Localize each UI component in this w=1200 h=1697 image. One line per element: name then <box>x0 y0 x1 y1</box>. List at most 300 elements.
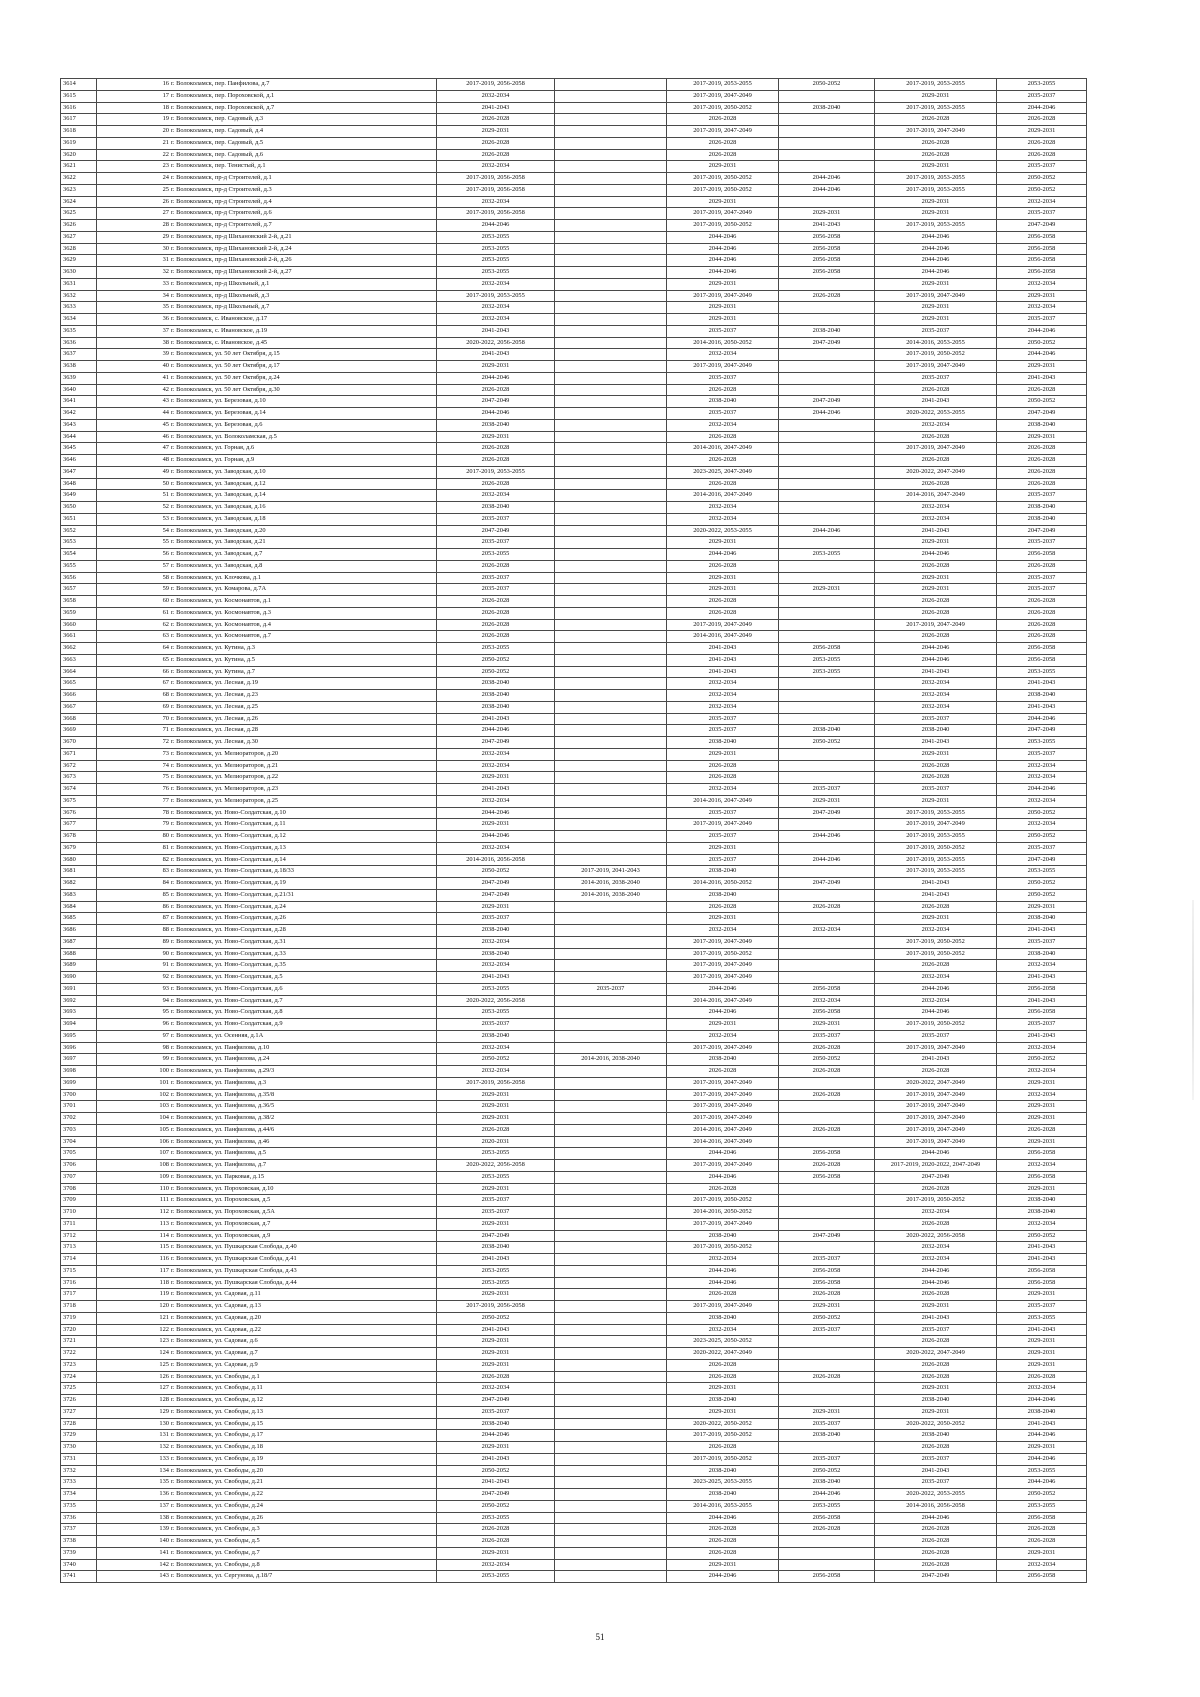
period-cell-4: 2056-2058 <box>779 1007 875 1019</box>
period-cell-6: 2029-2031 <box>997 1101 1087 1113</box>
period-cell-6: 2056-2058 <box>997 1171 1087 1183</box>
period-cell-5: 2029-2031 <box>875 537 997 549</box>
row-id-cell: 3667 <box>61 701 97 713</box>
period-cell-3: 2014-2016, 2047-2049 <box>667 1124 779 1136</box>
address-cell <box>97 1030 437 1042</box>
period-cell-5: 2026-2028 <box>875 431 997 443</box>
row-number: 125 <box>159 1360 169 1368</box>
address-cell <box>97 1418 437 1430</box>
table-row <box>61 654 1087 666</box>
period-cell-2 <box>555 255 667 267</box>
period-cell-6: 2026-2028 <box>997 114 1087 126</box>
address-text: г. Волоколамск, ул. Березовая, д.14 <box>171 409 266 416</box>
period-cell-6: 2038-2040 <box>997 690 1087 702</box>
address-cell <box>97 854 437 866</box>
address-cell <box>97 1312 437 1324</box>
address-text: г. Волоколамск, ул. Свободы, д.7 <box>171 1548 260 1556</box>
period-cell-2 <box>555 1453 667 1465</box>
row-number: 129 <box>159 1407 169 1415</box>
period-cell-4 <box>779 866 875 878</box>
table-row <box>61 560 1087 572</box>
table-row <box>61 725 1087 737</box>
period-cell-2 <box>555 948 667 960</box>
period-cell-6: 2038-2040 <box>997 502 1087 514</box>
address-text: г. Волоколамск, ул. Горная, д.6 <box>171 444 255 452</box>
period-cell-4 <box>779 1077 875 1089</box>
address-text: г. Волоколамск, ул. Лесная, д.30 <box>171 738 259 745</box>
period-cell-2 <box>555 396 667 408</box>
row-number: 137 <box>159 1501 169 1509</box>
period-cell-4 <box>779 149 875 161</box>
period-cell-2 <box>555 102 667 114</box>
address-text: г. Волоколамск, пр-д Строителей, д.6 <box>171 209 272 217</box>
period-cell-4 <box>779 760 875 772</box>
period-cell-5: 2029-2031 <box>875 1301 997 1313</box>
period-cell-5: 2044-2046 <box>875 654 997 666</box>
table-row <box>61 936 1087 948</box>
address-cell <box>97 584 437 596</box>
period-cell-6: 2026-2028 <box>997 443 1087 455</box>
period-cell-1: 2047-2049 <box>437 396 555 408</box>
period-cell-4: 2026-2028 <box>779 1066 875 1078</box>
period-cell-3: 2032-2034 <box>667 349 779 361</box>
period-cell-1: 2053-2055 <box>437 643 555 655</box>
period-cell-2 <box>555 666 667 678</box>
row-number: 54 <box>162 526 169 534</box>
address-text: г. Волоколамск, пр-д Шихановский 2-й, д.26 <box>171 256 292 264</box>
period-cell-4 <box>779 1547 875 1559</box>
period-cell-1: 2035-2037 <box>437 513 555 525</box>
address-text: г. Волоколамск, ул. Ново-Солдатская, д.21/31 <box>171 890 294 898</box>
period-cell-1: 2035-2037 <box>437 1019 555 1031</box>
row-id-cell: 3658 <box>61 596 97 608</box>
period-cell-2 <box>555 1395 667 1407</box>
period-cell-3: 2029-2031 <box>667 584 779 596</box>
row-id-cell: 3638 <box>61 361 97 373</box>
period-cell-2 <box>555 1195 667 1207</box>
period-cell-1: 2032-2034 <box>437 1042 555 1054</box>
table-row <box>61 1348 1087 1360</box>
row-id-cell: 3651 <box>61 513 97 525</box>
period-cell-3: 2032-2034 <box>667 701 779 713</box>
period-cell-2 <box>555 455 667 467</box>
period-cell-1: 2053-2055 <box>437 267 555 279</box>
address-text: г. Волоколамск, ул. Сергунова, д.18/7 <box>171 1572 273 1580</box>
period-cell-1: 2035-2037 <box>437 913 555 925</box>
period-cell-6: 2056-2058 <box>997 983 1087 995</box>
table-row <box>61 1195 1087 1207</box>
period-cell-5: 2017-2019, 2050-2052 <box>875 842 997 854</box>
period-cell-4 <box>779 361 875 373</box>
row-number: 39 <box>162 350 169 358</box>
address-cell <box>97 690 437 702</box>
period-cell-3: 2029-2031 <box>667 842 779 854</box>
period-cell-1: 2041-2043 <box>437 102 555 114</box>
address-text: г. Волоколамск, пер. Садовый, д.3 <box>171 115 264 123</box>
table-row <box>61 1230 1087 1242</box>
period-cell-2 <box>555 1524 667 1536</box>
row-id-cell: 3703 <box>61 1124 97 1136</box>
address-text: г. Волоколамск, ул. Панфилова, д.35/8 <box>171 1090 275 1098</box>
period-cell-3: 2029-2031 <box>667 314 779 326</box>
period-cell-1: 2053-2055 <box>437 1007 555 1019</box>
period-cell-3: 2029-2031 <box>667 572 779 584</box>
period-cell-1: 2038-2040 <box>437 925 555 937</box>
address-cell <box>97 208 437 220</box>
row-id-cell: 3713 <box>61 1242 97 1254</box>
address-text: г. Волоколамск, пер. Пороховской, д.1 <box>171 91 275 99</box>
address-text: г. Волоколамск, пр-д Школьный, д.7 <box>171 303 270 311</box>
period-cell-3: 2017-2019, 2047-2049 <box>667 1113 779 1125</box>
period-cell-5: 2032-2034 <box>875 678 997 690</box>
row-id-cell: 3624 <box>61 196 97 208</box>
address-cell <box>97 537 437 549</box>
period-cell-4: 2047-2049 <box>779 1230 875 1242</box>
address-cell <box>97 161 437 173</box>
period-cell-2 <box>555 1430 667 1442</box>
period-cell-3: 2020-2022, 2053-2055 <box>667 525 779 537</box>
row-id-cell: 3708 <box>61 1183 97 1195</box>
address-cell <box>97 1136 437 1148</box>
period-cell-5: 2032-2034 <box>875 1254 997 1266</box>
period-cell-3: 2038-2040 <box>667 866 779 878</box>
address-text: г. Волоколамск, ул. Свободы, д.15 <box>171 1419 263 1427</box>
address-text: г. Волоколамск, ул. Ново-Солдатская, д.26 <box>171 914 286 922</box>
address-cell <box>97 784 437 796</box>
period-cell-2 <box>555 478 667 490</box>
period-cell-4: 2029-2031 <box>779 1406 875 1418</box>
period-cell-3: 2044-2046 <box>667 255 779 267</box>
address-text: г. Волоколамск, ул. Пороховская, д.7 <box>171 1219 271 1227</box>
address-text: г. Волоколамск, ул. 50 лет Октября, д.17 <box>171 362 280 369</box>
row-id-cell: 3719 <box>61 1312 97 1324</box>
period-cell-4: 2029-2031 <box>779 1019 875 1031</box>
address-cell <box>97 1054 437 1066</box>
period-cell-2 <box>555 1477 667 1489</box>
period-cell-6: 2032-2034 <box>997 795 1087 807</box>
period-cell-6: 2026-2028 <box>997 619 1087 631</box>
period-cell-6: 2035-2037 <box>997 90 1087 102</box>
period-cell-3: 2029-2031 <box>667 1383 779 1395</box>
row-id-cell: 3650 <box>61 502 97 514</box>
period-cell-6: 2050-2052 <box>997 396 1087 408</box>
table-row <box>61 831 1087 843</box>
row-number: 139 <box>159 1525 169 1533</box>
address-cell <box>97 1042 437 1054</box>
address-cell <box>97 1160 437 1172</box>
table-row <box>61 114 1087 126</box>
period-cell-4: 2056-2058 <box>779 1277 875 1289</box>
address-text: г. Волоколамск, ул. Ново-Солдатская, д.33 <box>171 949 286 957</box>
address-cell <box>97 149 437 161</box>
period-cell-6: 2032-2034 <box>997 960 1087 972</box>
period-cell-2 <box>555 1042 667 1054</box>
table-row <box>61 983 1087 995</box>
address-text: г. Волоколамск, пер. Садовый, д.6 <box>171 150 264 158</box>
period-cell-3: 2014-2016, 2047-2049 <box>667 443 779 455</box>
row-id-cell: 3697 <box>61 1054 97 1066</box>
period-cell-2 <box>555 208 667 220</box>
period-cell-6: 2050-2052 <box>997 1230 1087 1242</box>
period-cell-6: 2032-2034 <box>997 819 1087 831</box>
row-id-cell: 3698 <box>61 1066 97 1078</box>
table-row <box>61 255 1087 267</box>
period-cell-2 <box>555 619 667 631</box>
period-cell-1: 2035-2037 <box>437 1406 555 1418</box>
period-cell-2 <box>555 184 667 196</box>
table-row <box>61 1371 1087 1383</box>
period-cell-4: 2038-2040 <box>779 325 875 337</box>
period-cell-2 <box>555 419 667 431</box>
address-cell <box>97 1171 437 1183</box>
period-cell-6: 2041-2043 <box>997 1324 1087 1336</box>
period-cell-5: 2017-2019, 2050-2052 <box>875 936 997 948</box>
period-cell-3: 2017-2019, 2047-2049 <box>667 1101 779 1113</box>
period-cell-1: 2032-2034 <box>437 90 555 102</box>
address-cell <box>97 619 437 631</box>
address-text: г. Волоколамск, пр-д Шихановский 2-й, д.27 <box>171 268 292 275</box>
period-cell-1: 2053-2055 <box>437 1512 555 1524</box>
row-number: 133 <box>159 1454 169 1462</box>
period-cell-1: 2029-2031 <box>437 819 555 831</box>
period-cell-1: 2044-2046 <box>437 408 555 420</box>
period-cell-5: 2035-2037 <box>875 713 997 725</box>
address-text: г. Волоколамск, ул. Осенняя, д.1А <box>171 1031 264 1039</box>
address-text: г. Волоколамск, ул. Волоколамская, д.5 <box>171 432 277 440</box>
row-number: 80 <box>162 832 169 839</box>
address-cell <box>97 419 437 431</box>
period-cell-6: 2041-2043 <box>997 372 1087 384</box>
period-cell-3: 2026-2028 <box>667 1547 779 1559</box>
address-text: г. Волоколамск, ул. Панфилова, д.36/5 <box>171 1102 275 1110</box>
row-number: 25 <box>162 185 169 193</box>
period-cell-4 <box>779 1195 875 1207</box>
period-cell-3: 2017-2019, 2047-2049 <box>667 1042 779 1054</box>
row-id-cell: 3693 <box>61 1007 97 1019</box>
period-cell-6: 2044-2046 <box>997 1395 1087 1407</box>
period-cell-4: 2053-2055 <box>779 666 875 678</box>
period-cell-2 <box>555 79 667 91</box>
period-cell-1: 2029-2031 <box>437 1547 555 1559</box>
period-cell-2 <box>555 678 667 690</box>
period-cell-3: 2032-2034 <box>667 690 779 702</box>
period-cell-1: 2044-2046 <box>437 220 555 232</box>
period-cell-4 <box>779 1101 875 1113</box>
table-row <box>61 1395 1087 1407</box>
period-cell-2 <box>555 302 667 314</box>
period-cell-3: 2017-2019, 2047-2049 <box>667 90 779 102</box>
address-cell <box>97 137 437 149</box>
row-id-cell: 3738 <box>61 1536 97 1548</box>
row-id-cell: 3715 <box>61 1265 97 1277</box>
address-cell <box>97 361 437 373</box>
row-number: 99 <box>162 1055 169 1063</box>
row-number: 37 <box>162 326 169 334</box>
row-id-cell: 3722 <box>61 1348 97 1360</box>
row-number: 121 <box>159 1313 169 1321</box>
address-cell <box>97 995 437 1007</box>
row-number: 38 <box>162 338 169 346</box>
period-cell-6: 2038-2040 <box>997 513 1087 525</box>
address-text: г. Волоколамск, ул. Панфилова, д.3 <box>171 1078 267 1086</box>
period-cell-1: 2026-2028 <box>437 443 555 455</box>
period-cell-5: 2029-2031 <box>875 584 997 596</box>
address-text: г. Волоколамск, ул. Садовая, д.22 <box>171 1325 261 1333</box>
address-text: г. Волоколамск, ул. Свободы, д.3 <box>171 1525 260 1533</box>
period-cell-3: 2029-2031 <box>667 537 779 549</box>
period-cell-1: 2032-2034 <box>437 760 555 772</box>
period-cell-5: 2017-2019, 2053-2055 <box>875 79 997 91</box>
period-cell-6: 2026-2028 <box>997 560 1087 572</box>
row-id-cell: 3663 <box>61 654 97 666</box>
row-number: 89 <box>162 937 169 945</box>
address-cell <box>97 455 437 467</box>
row-id-cell: 3642 <box>61 408 97 420</box>
address-cell <box>97 1500 437 1512</box>
period-cell-5: 2017-2019, 2050-2052 <box>875 349 997 361</box>
period-cell-2 <box>555 1465 667 1477</box>
period-cell-5: 2044-2046 <box>875 231 997 243</box>
period-cell-1: 2017-2019, 2056-2058 <box>437 1301 555 1313</box>
period-cell-5: 2017-2019, 2053-2055 <box>875 220 997 232</box>
period-cell-2 <box>555 1324 667 1336</box>
table-row <box>61 1089 1087 1101</box>
period-cell-1: 2050-2052 <box>437 654 555 666</box>
row-id-cell: 3629 <box>61 255 97 267</box>
period-cell-4 <box>779 1218 875 1230</box>
period-cell-3: 2026-2028 <box>667 901 779 913</box>
period-cell-1: 2017-2019, 2056-2058 <box>437 1077 555 1089</box>
period-cell-2 <box>555 831 667 843</box>
period-cell-2 <box>555 1571 667 1583</box>
period-cell-6: 2041-2043 <box>997 995 1087 1007</box>
row-id-cell: 3728 <box>61 1418 97 1430</box>
period-cell-4 <box>779 455 875 467</box>
period-cell-1: 2026-2028 <box>437 478 555 490</box>
period-cell-5: 2044-2046 <box>875 643 997 655</box>
period-cell-5: 2017-2019, 2053-2055 <box>875 184 997 196</box>
period-cell-1: 2032-2034 <box>437 1559 555 1571</box>
period-cell-4: 2026-2028 <box>779 1089 875 1101</box>
address-text: г. Волоколамск, пр-д Шихановский 2-й, д.24 <box>171 244 292 252</box>
row-number: 124 <box>159 1349 169 1356</box>
period-cell-6: 2041-2043 <box>997 1418 1087 1430</box>
address-text: г. Волоколамск, ул. Панфилова, д.38/2 <box>171 1114 275 1121</box>
row-number: 116 <box>159 1255 169 1262</box>
period-cell-6: 2026-2028 <box>997 149 1087 161</box>
table-row <box>61 267 1087 279</box>
row-number: 81 <box>162 843 169 851</box>
address-text: г. Волоколамск, ул. Лесная, д.25 <box>171 702 259 710</box>
row-number: 21 <box>162 138 169 146</box>
period-cell-6: 2041-2043 <box>997 972 1087 984</box>
period-cell-3: 2017-2019, 2047-2049 <box>667 1089 779 1101</box>
period-cell-3: 2026-2028 <box>667 596 779 608</box>
period-cell-6: 2050-2052 <box>997 173 1087 185</box>
row-number: 143 <box>159 1572 169 1580</box>
period-cell-4 <box>779 607 875 619</box>
table-row <box>61 79 1087 91</box>
row-id-cell: 3673 <box>61 772 97 784</box>
period-cell-3: 2014-2016, 2050-2052 <box>667 1207 779 1219</box>
period-cell-4 <box>779 842 875 854</box>
table-row <box>61 948 1087 960</box>
period-cell-3: 2017-2019, 2047-2049 <box>667 819 779 831</box>
table-row <box>61 748 1087 760</box>
row-id-cell: 3626 <box>61 220 97 232</box>
period-cell-2 <box>555 1019 667 1031</box>
address-cell <box>97 713 437 725</box>
period-cell-1: 2014-2016, 2056-2058 <box>437 854 555 866</box>
period-cell-1: 2029-2031 <box>437 1289 555 1301</box>
row-id-cell: 3691 <box>61 983 97 995</box>
period-cell-6: 2035-2037 <box>997 537 1087 549</box>
period-cell-1: 2047-2049 <box>437 1489 555 1501</box>
address-text: г. Волоколамск, ул. Ново-Солдатская, д.18/33 <box>171 867 294 875</box>
period-cell-6: 2026-2028 <box>997 596 1087 608</box>
address-text: г. Волоколамск, ул. 50 лет Октября, д.30 <box>171 385 280 393</box>
period-cell-1: 2032-2034 <box>437 278 555 290</box>
row-id-cell: 3657 <box>61 584 97 596</box>
table-row <box>61 314 1087 326</box>
period-cell-2 <box>555 643 667 655</box>
period-cell-5: 2029-2031 <box>875 795 997 807</box>
row-id-cell: 3723 <box>61 1359 97 1371</box>
row-id-cell: 3702 <box>61 1113 97 1125</box>
period-cell-5: 2026-2028 <box>875 1359 997 1371</box>
address-text: г. Волоколамск, ул. Ново-Солдатская, д.5 <box>171 973 283 980</box>
period-cell-3: 2023-2025, 2053-2055 <box>667 1477 779 1489</box>
period-cell-1: 2041-2043 <box>437 1477 555 1489</box>
period-cell-6: 2050-2052 <box>997 831 1087 843</box>
address-text: г. Волоколамск, пер. Садовый, д.5 <box>171 138 264 146</box>
period-cell-4 <box>779 748 875 760</box>
period-cell-3: 2044-2046 <box>667 243 779 255</box>
period-cell-1: 2032-2034 <box>437 842 555 854</box>
address-text: г. Волоколамск, с. Ивановское, д.45 <box>171 338 268 346</box>
period-cell-2 <box>555 1512 667 1524</box>
period-cell-6: 2026-2028 <box>997 137 1087 149</box>
period-cell-5: 2026-2028 <box>875 137 997 149</box>
period-cell-4: 2044-2046 <box>779 525 875 537</box>
address-text: г. Волоколамск, ул. Свободы, д.22 <box>171 1490 263 1497</box>
table-row <box>61 1430 1087 1442</box>
row-number: 94 <box>162 996 169 1004</box>
period-cell-6: 2056-2058 <box>997 231 1087 243</box>
period-cell-5: 2026-2028 <box>875 114 997 126</box>
period-cell-5: 2017-2019, 2047-2049 <box>875 819 997 831</box>
row-number: 75 <box>162 773 169 781</box>
period-cell-4 <box>779 889 875 901</box>
period-cell-4: 2044-2046 <box>779 173 875 185</box>
period-cell-5: 2017-2019, 2047-2049 <box>875 1089 997 1101</box>
period-cell-6: 2050-2052 <box>997 889 1087 901</box>
period-cell-4: 2026-2028 <box>779 901 875 913</box>
period-cell-3: 2026-2028 <box>667 149 779 161</box>
address-text: г. Волоколамск, ул. Пушкарская Слобода, д.44 <box>171 1278 297 1286</box>
address-text: г. Волоколамск, ул. Садовая, д.6 <box>171 1337 258 1345</box>
period-cell-1: 2029-2031 <box>437 1218 555 1230</box>
period-cell-2 <box>555 1136 667 1148</box>
period-cell-6: 2032-2034 <box>997 1066 1087 1078</box>
row-number: 140 <box>159 1537 169 1544</box>
row-number: 110 <box>159 1184 169 1192</box>
row-id-cell: 3633 <box>61 302 97 314</box>
period-cell-2 <box>555 549 667 561</box>
address-cell <box>97 701 437 713</box>
table-row <box>61 466 1087 478</box>
address-cell <box>97 525 437 537</box>
